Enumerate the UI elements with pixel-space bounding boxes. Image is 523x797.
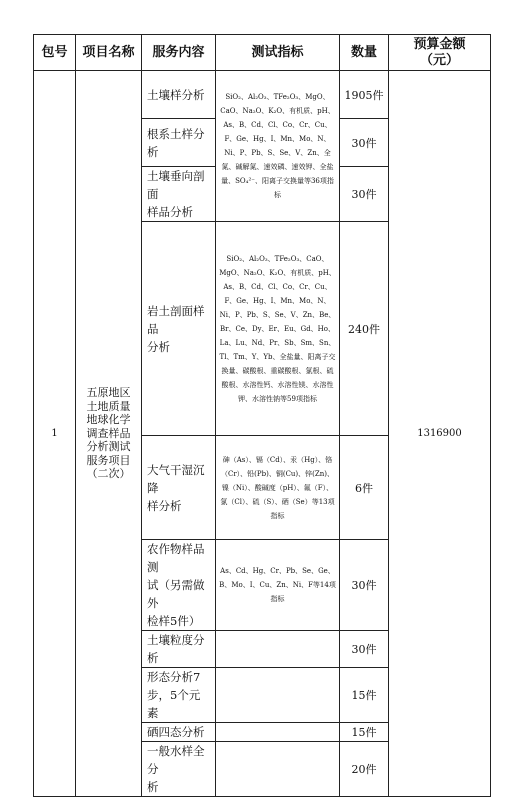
header-row bbox=[34, 35, 491, 71]
project-name: 五原地区 土地质量 地球化学 调查样品 分析测试 服务项目 （二次） bbox=[76, 71, 142, 797]
indicator-cell: 砷（As）、镉（Cd）、汞（Hg）、铬（Cr）、铅(Pb)、铜(Cu)、锌(Zn)、镍（Ni）、酸碱度（pH）、氟（F）、氯（Cl）、硫（S）、硒（Se）等13项指标 bbox=[216, 436, 340, 540]
indicator-cell: SiO₂、Al₂O₃、TFe₂O₃、MgO、CaO、Na₂O、K₂O、有机质、pH、As、B、Cd、Cl、Co、Cr、Cu、F、Ge、Hg、I、Mn、Mo、N、Ni、P、Pb、S、Se、V、Zn、全氮、碱解氮、速效磷、速效钾、全盐量、SO₄²⁻、阳离子交换量等36项指标 bbox=[216, 71, 340, 222]
header-budget: 预算金额 （元） bbox=[389, 35, 491, 71]
indicator-cell bbox=[216, 723, 340, 742]
budget-amount: 1316900 bbox=[389, 71, 491, 797]
service-cell: 大气干湿沉降 样分析 bbox=[142, 436, 216, 540]
service-cell: 硒四态分析 bbox=[142, 723, 216, 742]
header-service: 服务内容 bbox=[142, 35, 216, 71]
service-cell: 岩土剖面样品 分析 bbox=[142, 222, 216, 436]
quantity-cell: 20件 bbox=[340, 742, 389, 797]
service-cell: 形态分析7 步，5个元素 bbox=[142, 668, 216, 723]
service-cell: 土壤样分析 bbox=[142, 71, 216, 119]
quantity-cell: 30件 bbox=[340, 167, 389, 222]
indicator-cell bbox=[216, 668, 340, 723]
header-package: 包号 bbox=[34, 35, 76, 71]
indicator-cell bbox=[216, 631, 340, 668]
quantity-cell: 240件 bbox=[340, 222, 389, 436]
service-cell: 一般水样全分 析 bbox=[142, 742, 216, 797]
table-row bbox=[34, 71, 491, 119]
quantity-cell: 30件 bbox=[340, 119, 389, 167]
indicator-cell: As、Cd、Hg、Cr、Pb、Se、Ge、B、Mo、I、Cu、Zn、Ni、F等14项指标 bbox=[216, 540, 340, 631]
indicator-cell: SiO₂、Al₂O₃、TFe₂O₃、CaO、MgO、Na₂O、K₂O、有机质、pH、As、B、Cd、Cl、Co、Cr、Cu、F、Ge、Hg、I、Mn、Mo、N、Ni、P、Pb、S、Se、V、Zn、Be、Br、Ce、Dy、Er、Eu、Gd、Ho、La、Lu、Nd、Pr、Sb、Sm、Sn、Tl、Tm、Y、Yb、全盐量、阳离子交换量、碳酸根、重碳酸根、氯根、硫酸根、水溶性钙、水溶性镁、水溶性钾、水溶性钠等59项指标 bbox=[216, 222, 340, 436]
header-quantity: 数量 bbox=[340, 35, 389, 71]
quantity-cell: 15件 bbox=[340, 668, 389, 723]
service-cell: 土壤垂向剖面 样品分析 bbox=[142, 167, 216, 222]
header-project-name: 项目名称 bbox=[76, 35, 142, 71]
service-cell: 土壤粒度分析 bbox=[142, 631, 216, 668]
package-number: 1 bbox=[34, 71, 76, 797]
quantity-cell: 30件 bbox=[340, 631, 389, 668]
indicator-cell bbox=[216, 742, 340, 797]
service-cell: 农作物样品测 试（另需做外 检样5件） bbox=[142, 540, 216, 631]
quantity-cell: 30件 bbox=[340, 540, 389, 631]
quantity-cell: 15件 bbox=[340, 723, 389, 742]
header-indicators: 测试指标 bbox=[216, 35, 340, 71]
service-cell: 根系土样分析 bbox=[142, 119, 216, 167]
quantity-cell: 1905件 bbox=[340, 71, 389, 119]
service-table bbox=[33, 34, 491, 797]
quantity-cell: 6件 bbox=[340, 436, 389, 540]
